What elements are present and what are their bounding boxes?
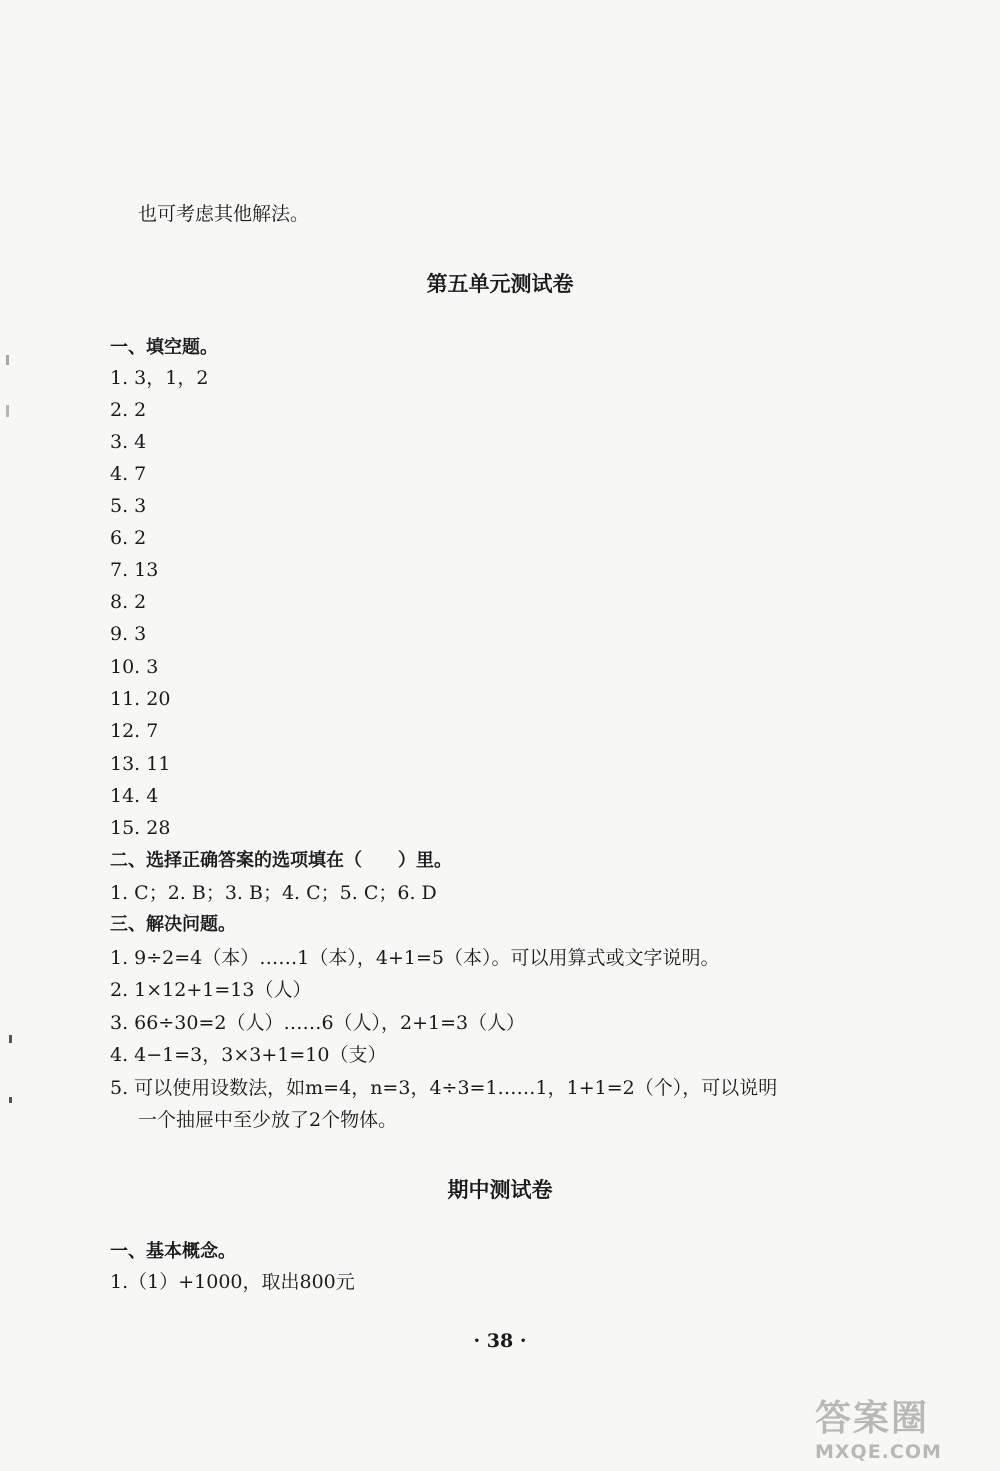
midterm-section1-heading: 一、基本概念。 [110,1241,236,1262]
unit5-title: 第五单元测试卷 [426,272,574,296]
solve-answer-continuation: 一个抽屉中至少放了2个物体。 [138,1109,398,1131]
fill-answer: 11. 20 [110,688,171,710]
solve-answer: 1. 9÷2=4（本）……1（本），4+1=5（本）。可以用算式或文字说明。 [110,947,720,969]
watermark-logo [815,1390,985,1466]
intro-text: 也可考虑其他解法。 [138,203,310,225]
page-number: · 38 · [473,1330,527,1352]
choice-answers: 1. C；2. B；3. B；4. C；5. C；6. D [110,882,437,904]
midterm-answer: 1.（1）+1000，取出800元 [110,1271,355,1293]
scan-mark [9,1097,12,1103]
fill-answer: 1. 3，1，2 [110,367,209,389]
fill-answer: 13. 11 [110,753,171,775]
fill-answer: 3. 4 [110,431,147,453]
fill-answer: 14. 4 [110,785,159,807]
fill-answer: 5. 3 [110,495,147,517]
watermark-top-text: 答案圈 [815,1398,930,1439]
scan-mark [9,1035,12,1043]
solve-answer: 2. 1×12+1=13（人） [110,979,312,1001]
fill-answer: 12. 7 [110,720,159,742]
watermark-bottom-text: MXQE.COM [815,1441,942,1463]
fill-answer: 10. 3 [110,656,159,678]
fill-answer: 6. 2 [110,527,147,549]
solve-answer: 3. 66÷30=2（人）……6（人），2+1=3（人） [110,1012,526,1034]
fill-answer: 2. 2 [110,399,147,421]
scan-mark [6,355,9,365]
fill-answer: 8. 2 [110,591,147,613]
solve-answer: 5. 可以使用设数法，如m=4，n=3，4÷3=1……1，1+1=2（个），可以说明 [110,1077,778,1099]
unit5-section2-heading: 二、选择正确答案的选项填在（ ）里。 [110,850,452,871]
fill-answer: 15. 28 [110,817,171,839]
unit5-section3-heading: 三、解决问题。 [110,914,236,935]
fill-answer: 9. 3 [110,623,147,645]
midterm-title: 期中测试卷 [447,1178,553,1202]
fill-answer: 7. 13 [110,559,159,581]
solve-answer: 4. 4−1=3，3×3+1=10（支） [110,1044,387,1066]
fill-answer: 4. 7 [110,463,147,485]
scan-mark [6,405,9,417]
unit5-section1-heading: 一、填空题。 [110,337,218,358]
